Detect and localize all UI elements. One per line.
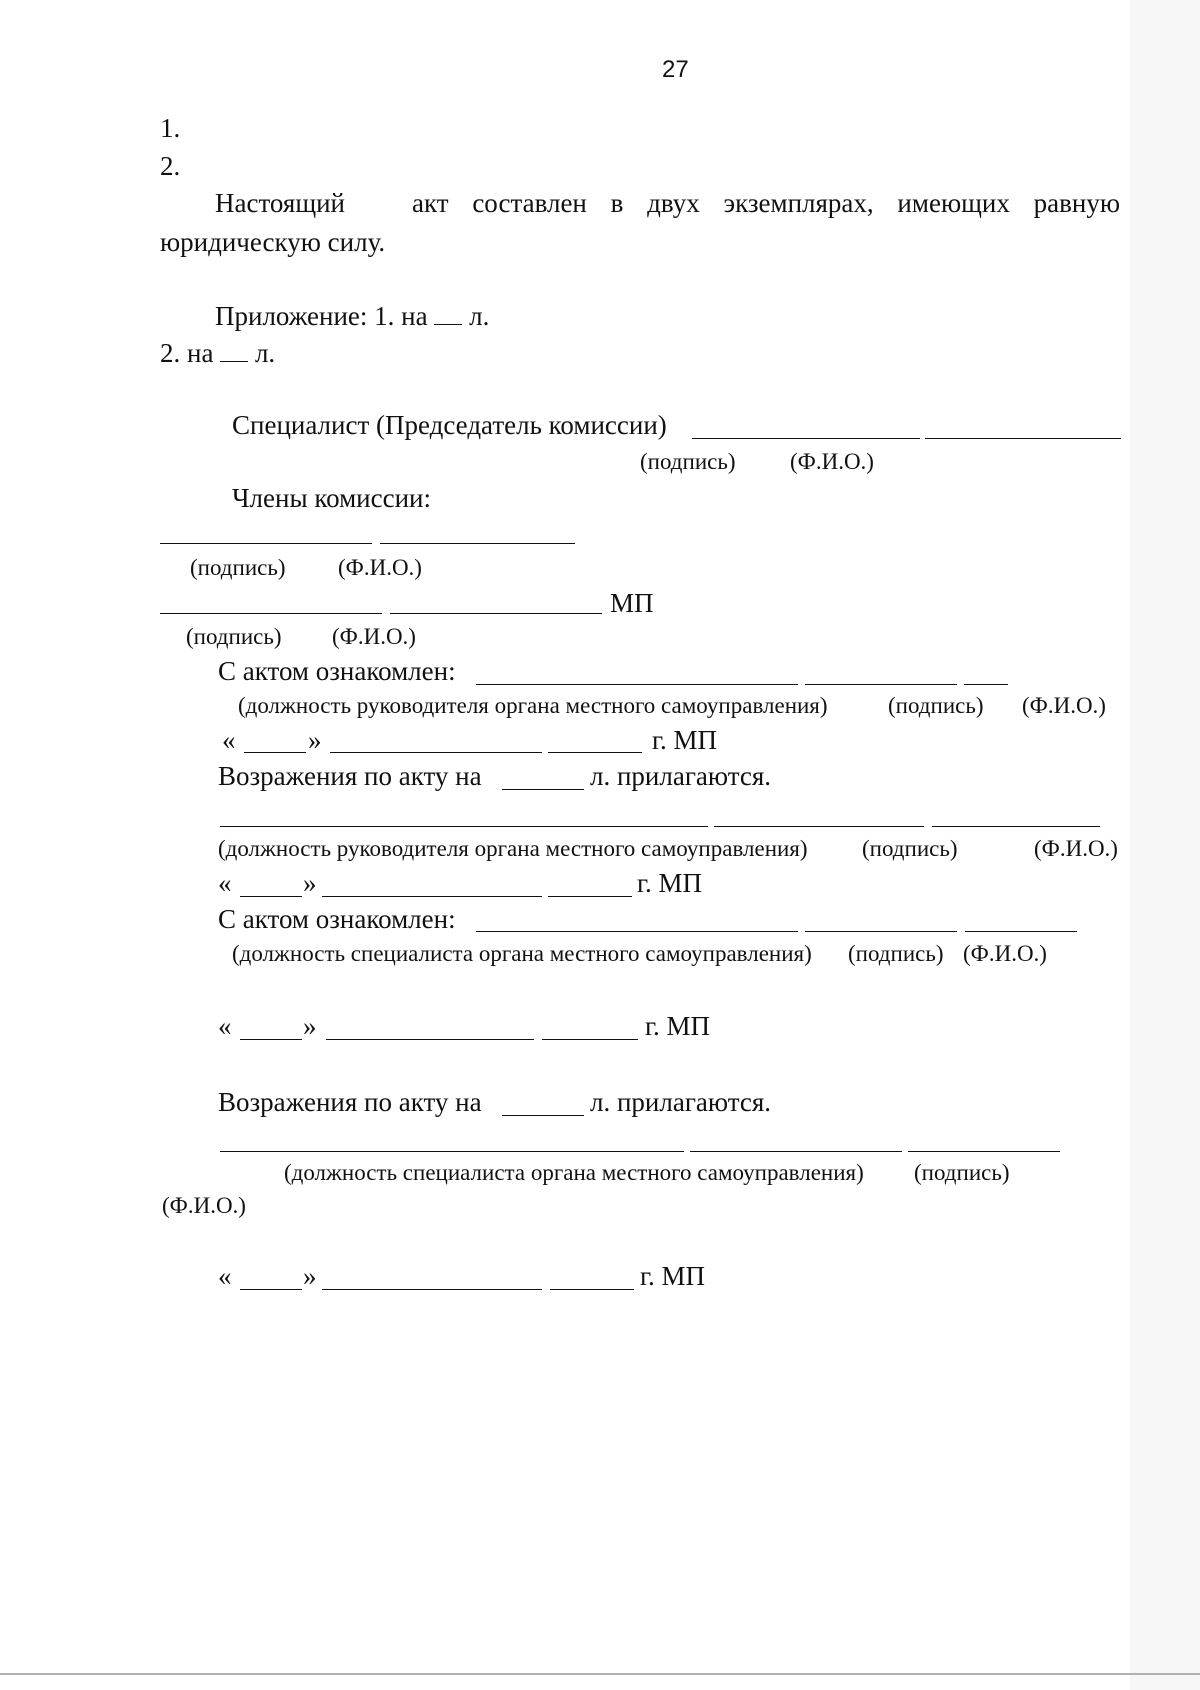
ack-head-signature-line — [805, 684, 957, 685]
page-number: 27 — [662, 56, 689, 83]
objections-1-suffix: л. прилагаются. — [590, 761, 771, 791]
ack-head-fio-line — [964, 684, 1008, 685]
objections-2-fio-line — [908, 1151, 1060, 1152]
chairman-label: Специалист (Председатель комиссии) — [232, 410, 667, 440]
appendix-label: Приложение: 1. на — [215, 301, 428, 331]
ack-spec-label: С актом ознакомлен: — [218, 904, 456, 934]
date-line-1-year-mp: г. МП — [652, 725, 718, 755]
date-line-1-year-blank — [548, 752, 642, 753]
date-line-1-month-blank — [330, 752, 542, 753]
appendix-line-2 — [160, 340, 275, 367]
objections-2-suffix: л. прилагаются. — [590, 1087, 771, 1117]
chairman-fio-hint: (Ф.И.О.) — [790, 449, 874, 474]
list-item-2: 2. — [160, 151, 181, 181]
ack-spec-fio-line — [965, 931, 1077, 932]
appendix-line-1 — [215, 303, 489, 330]
members-stamp-mp: МП — [610, 588, 654, 618]
chairman-signature-line — [692, 438, 920, 439]
ack-head-position-line — [476, 684, 798, 685]
ack-head-position-hint: (должность руководителя органа местного самоуправления) — [238, 693, 828, 718]
objections-1-fio-line — [932, 826, 1100, 827]
ack-spec-position-line — [476, 931, 798, 932]
date-line-2-year-blank — [548, 896, 632, 897]
objections-2-sheets-blank — [502, 1115, 584, 1116]
objections-1-signature-line — [714, 826, 924, 827]
paragraph-line-1: акт составлен в двух экземплярах, имеющих равную — [412, 188, 1120, 218]
ack-head-sign-hint: (подпись) — [888, 693, 984, 718]
date-line-1-open-quote: « — [222, 725, 236, 755]
ack-spec-position-hint: (должность специалиста органа местного самоуправления) — [232, 941, 812, 966]
scan-shade — [1130, 0, 1200, 1690]
date-line-2-month-blank — [322, 896, 542, 897]
list-item-1: 1. — [160, 113, 181, 143]
date-line-4-month-blank — [322, 1289, 542, 1290]
date-line-3-year-blank — [542, 1039, 638, 1040]
date-line-2-close-quote: » — [303, 868, 317, 898]
date-line-3-year-mp: г. МП — [645, 1011, 711, 1041]
objections-1-position-line — [220, 826, 708, 827]
objections-2-fio-hint: (Ф.И.О.) — [162, 1193, 246, 1218]
member-1-fio-line — [380, 543, 575, 544]
objections-1-fio-hint: (Ф.И.О.) — [1034, 836, 1118, 861]
paragraph-first-word: Настоящий — [215, 188, 346, 218]
date-line-1-close-quote: » — [308, 725, 322, 755]
date-line-3-close-quote: » — [303, 1011, 317, 1041]
date-line-3-open-quote: « — [218, 1011, 232, 1041]
date-line-4-open-quote: « — [218, 1261, 232, 1291]
appendix-item-2-label: 2. на — [160, 338, 214, 368]
member-1-fio-hint: (Ф.И.О.) — [338, 555, 422, 580]
appendix-unit-2: л. — [254, 338, 276, 368]
member-2-signature-line — [160, 613, 382, 614]
ack-head-fio-hint: (Ф.И.О.) — [1022, 693, 1106, 718]
member-1-sign-hint: (подпись) — [190, 555, 286, 580]
ack-head-label: С актом ознакомлен: — [218, 656, 456, 686]
members-label: Члены комиссии: — [232, 483, 431, 513]
date-line-3-day-blank — [240, 1039, 302, 1040]
objections-2-sign-hint: (подпись) — [914, 1160, 1010, 1185]
objections-2-prefix: Возражения по акту на — [218, 1087, 482, 1117]
scan-bottom-edge — [0, 1673, 1200, 1675]
member-2-fio-hint: (Ф.И.О.) — [332, 624, 416, 649]
objections-2-position-line — [220, 1151, 684, 1152]
appendix-sheets-blank-1 — [434, 304, 462, 325]
objections-1-sheets-blank — [502, 789, 584, 790]
member-2-sign-hint: (подпись) — [186, 624, 282, 649]
date-line-2-day-blank — [240, 896, 302, 897]
ack-spec-fio-hint: (Ф.И.О.) — [963, 941, 1047, 966]
chairman-fio-line — [925, 438, 1121, 439]
appendix-sheets-blank-2 — [220, 341, 248, 362]
paragraph-line-2: юридическую силу. — [160, 227, 386, 257]
date-line-2-open-quote: « — [218, 868, 232, 898]
date-line-3-month-blank — [326, 1039, 534, 1040]
date-line-1-day-blank — [244, 752, 306, 753]
member-1-signature-line — [160, 543, 372, 544]
member-2-fio-line — [390, 613, 602, 614]
objections-2-signature-line — [690, 1151, 902, 1152]
appendix-unit-1: л. — [469, 301, 490, 331]
ack-spec-signature-line — [805, 931, 957, 932]
date-line-2-year-mp: г. МП — [637, 868, 703, 898]
chairman-sign-hint: (подпись) — [640, 449, 736, 474]
objections-2-position-hint: (должность специалиста органа местного самоуправления) — [284, 1160, 864, 1185]
date-line-4-close-quote: » — [303, 1261, 317, 1291]
ack-spec-sign-hint: (подпись) — [848, 941, 944, 966]
objections-1-sign-hint: (подпись) — [862, 836, 958, 861]
date-line-4-day-blank — [240, 1289, 302, 1290]
objections-1-position-hint: (должность руководителя органа местного самоуправления) — [218, 836, 808, 861]
date-line-4-year-blank — [550, 1289, 634, 1290]
objections-1-prefix: Возражения по акту на — [218, 761, 482, 791]
date-line-4-year-mp: г. МП — [640, 1261, 706, 1291]
